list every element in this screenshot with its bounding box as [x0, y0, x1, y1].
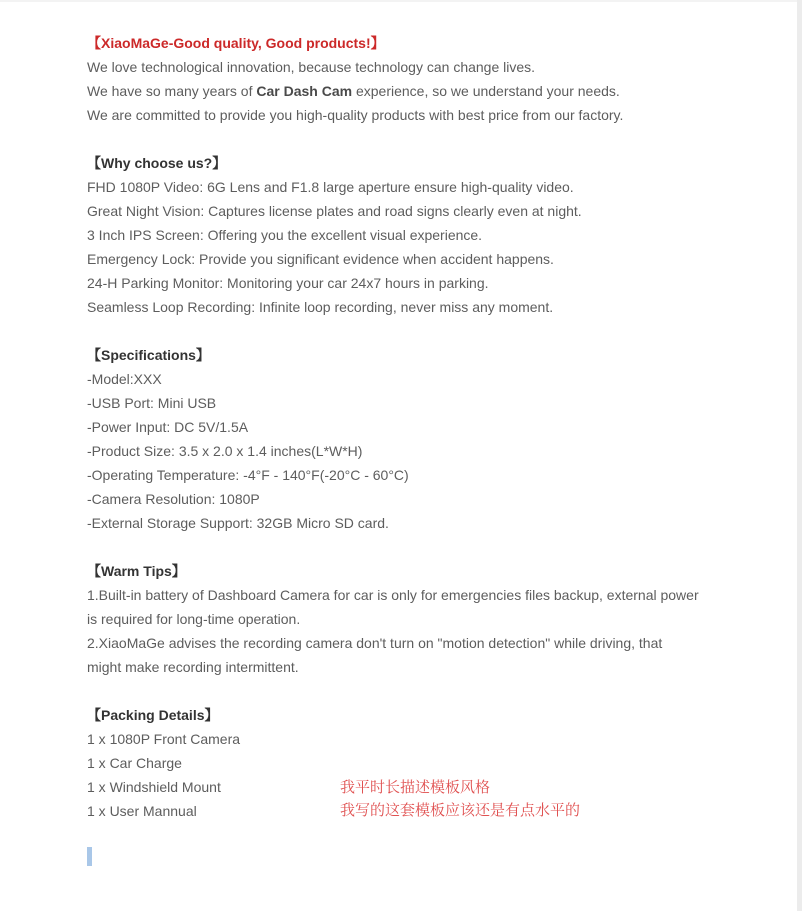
window-right-edge	[797, 0, 802, 911]
spec-line: -USB Port: Mini USB	[87, 395, 217, 411]
product-description-editor[interactable]	[87, 31, 699, 823]
why-choose-us-heading: 【Why choose us?】	[87, 155, 227, 171]
section-intro	[87, 31, 699, 127]
section-warm-tips	[87, 559, 699, 679]
feature-line: FHD 1080P Video: 6G Lens and F1.8 large aperture ensure high-quality video.	[87, 179, 574, 195]
intro-line2-post: experience, so we understand your needs.	[352, 83, 620, 99]
section-specifications	[87, 343, 699, 535]
reviewer-annotation	[340, 776, 580, 822]
intro-line: We are committed to provide you high-quality products with best price from our factory.	[87, 107, 624, 123]
spec-line: -Power Input: DC 5V/1.5A	[87, 419, 249, 435]
packing-details-heading: 【Packing Details】	[87, 707, 219, 723]
intro-line2-pre: We have so many years of	[87, 83, 257, 99]
specifications-heading: 【Specifications】	[87, 347, 210, 363]
feature-line: 3 Inch IPS Screen: Offering you the excellent visual experience.	[87, 227, 483, 243]
annotation-line: 我平时长描述模板风格	[340, 779, 491, 796]
spec-line: -Model:XXX	[87, 371, 162, 387]
window-top-edge	[0, 0, 802, 2]
tip-line: 2.XiaoMaGe advises the recording camera don't turn on "motion detection" while driving, that might make recording intermittent.	[87, 635, 663, 675]
packing-line: 1 x Windshield Mount	[87, 779, 221, 795]
annotation-line: 我写的这套模板应该还是有点水平的	[340, 802, 581, 819]
packing-line: 1 x Car Charge	[87, 755, 182, 771]
warm-tips-heading: 【Warm Tips】	[87, 563, 186, 579]
packing-line: 1 x 1080P Front Camera	[87, 731, 241, 747]
intro-heading: 【XiaoMaGe-Good quality, Good products!】	[87, 35, 385, 51]
packing-line: 1 x User Mannual	[87, 803, 197, 819]
intro-line: We love technological innovation, because technology can change lives.	[87, 59, 536, 75]
spec-line: -External Storage Support: 32GB Micro SD card.	[87, 515, 389, 531]
intro-line2-bold: Car Dash Cam	[256, 83, 353, 99]
intro-line	[87, 79, 699, 103]
feature-line: Seamless Loop Recording: Infinite loop recording, never miss any moment.	[87, 299, 554, 315]
feature-line: 24-H Parking Monitor: Monitoring your car 24x7 hours in parking.	[87, 275, 489, 291]
spec-line: -Camera Resolution: 1080P	[87, 491, 260, 507]
feature-line: Great Night Vision: Captures license plates and road signs clearly even at night.	[87, 203, 582, 219]
spec-line: -Product Size: 3.5 x 2.0 x 1.4 inches(L*W*H)	[87, 443, 363, 459]
section-why-choose-us	[87, 151, 699, 319]
tip-line: 1.Built-in battery of Dashboard Camera for car is only for emergencies files backup, external power is required for long-time operation.	[87, 587, 699, 627]
spec-line: -Operating Temperature: -4°F - 140°F(-20°C - 60°C)	[87, 467, 409, 483]
text-cursor-caret	[87, 847, 92, 866]
feature-line: Emergency Lock: Provide you significant evidence when accident happens.	[87, 251, 554, 267]
